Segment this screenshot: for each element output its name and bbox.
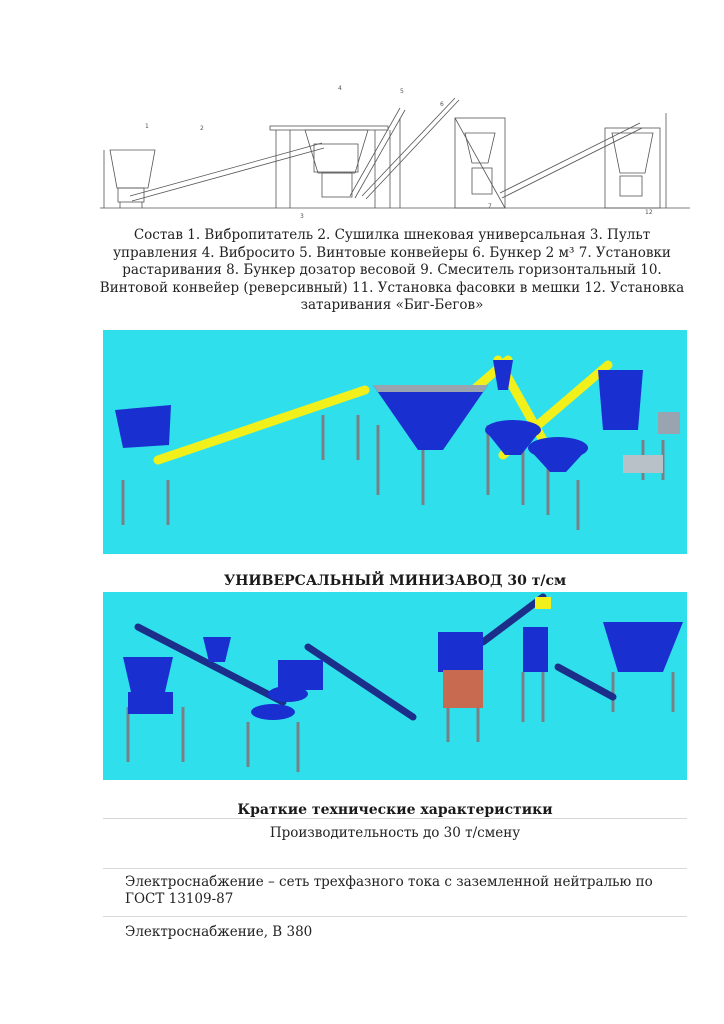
spec-power-supply: Электроснабжение – сеть трехфазного тока с заземленной нейтралью по ГОСТ 13109-87 xyxy=(125,874,653,907)
divider xyxy=(103,868,687,869)
section-title: УНИВЕРСАЛЬНЫЙ МИНИЗАВОД 30 т/см xyxy=(223,573,567,589)
svg-text:3: 3 xyxy=(300,213,304,220)
svg-text:7: 7 xyxy=(488,203,492,210)
svg-text:12: 12 xyxy=(645,209,653,216)
svg-text:1: 1 xyxy=(145,123,149,130)
svg-text:5: 5 xyxy=(400,88,404,95)
svg-text:2: 2 xyxy=(200,125,204,132)
spec-productivity: Производительность до 30 т/смену xyxy=(269,825,521,841)
divider xyxy=(103,916,687,917)
spec-voltage: Электроснабжение, В 380 xyxy=(125,924,313,940)
composition-caption: Состав 1. Вибропитатель 2. Сушилка шнековая универсальная 3. Пульт управления 4. Вибросито 5. Винтовые конвейеры 6. Бункер 2 м³ 7. Установки растаривания 8. Бункер дозатор весовой 9. Смеситель горизонтальный 10. Винтовой конвейер (реверсивный) 11. Установка фасовки в мешки 12. Установка затаривания «Биг-Бегов» xyxy=(99,227,685,314)
plant-render-2 xyxy=(103,592,687,780)
svg-text:6: 6 xyxy=(440,101,444,108)
svg-text:4: 4 xyxy=(338,85,342,92)
technical-drawing xyxy=(100,78,690,226)
plant-render-1 xyxy=(103,330,687,554)
specs-title: Краткие технические характеристики xyxy=(237,802,553,818)
divider xyxy=(103,818,687,819)
